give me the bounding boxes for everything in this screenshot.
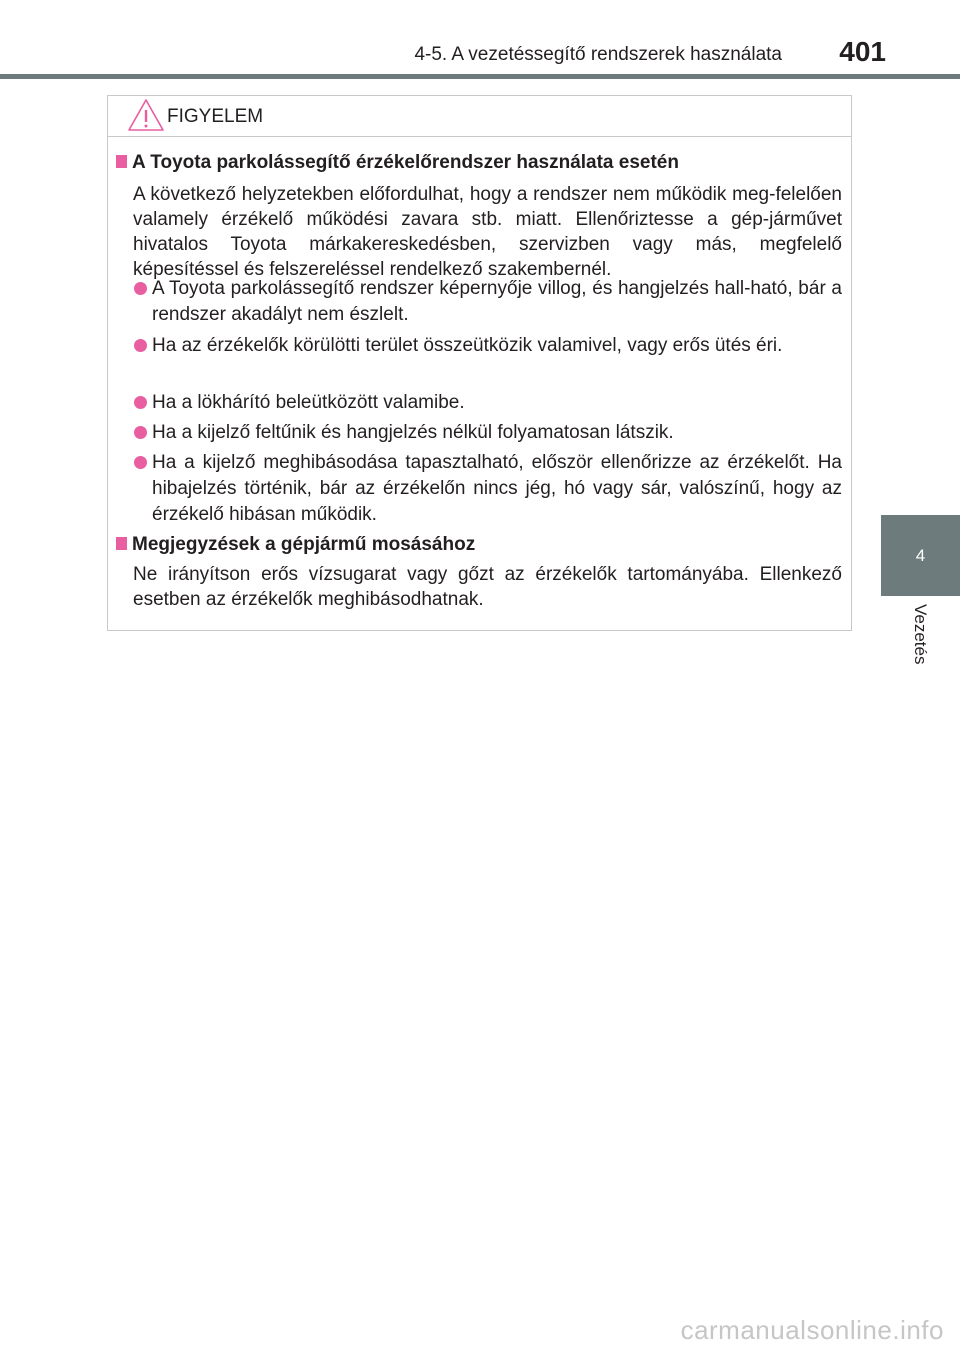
bullet-dot-icon: [134, 396, 147, 409]
chapter-label: Vezetés: [911, 604, 930, 665]
list-item: Ha a kijelző meghibásodása tapasztalható, először ellenőrizze az érzékelőt. Ha hibajelzés történik, bár az érzékelőn nincs jég, hó vagy sár, valószínű, hogy az érzékelő hibásan működik.: [133, 450, 842, 528]
watermark: carmanualsonline.info: [680, 1315, 944, 1345]
list-item: A Toyota parkolássegítő rendszer képernyője villog, és hangjelzés hall-ható, bár a rendszer akadályt nem észlelt.: [133, 276, 842, 328]
header-rule: [0, 74, 960, 79]
square-bullet-icon: [116, 537, 127, 550]
section-paragraph: A következő helyzetekben előfordulhat, hogy a rendszer nem működik meg-felelően valamely érzékelő működési zavara stb. miatt. Ellenőriztesse a gép-járművet hivatalos Toyota márkakereskedésben, szervizben vagy más, megfelelő képesítéssel és felszereléssel rendelkező szakembernél.: [133, 184, 842, 280]
section-heading: Megjegyzések a gépjármű mosásához: [116, 534, 475, 556]
warning-header: [108, 96, 851, 137]
bullet-dot-icon: [134, 456, 147, 469]
section-title: 4-5. A vezetéssegítő rendszerek használata: [414, 44, 782, 65]
list-item: Ha az érzékelők körülötti terület összeütközik valamivel, vagy erős ütés éri.: [133, 333, 842, 359]
bullet-dot-icon: [134, 282, 147, 295]
bullet-dot-icon: [134, 339, 147, 352]
warning-box: [107, 95, 852, 631]
section-paragraph: Ne irányítson erős vízsugarat vagy gőzt az érzékelők tartományába. Ellenkező esetben az érzékelők meghibásodhatnak.: [133, 564, 842, 610]
bullet-dot-icon: [134, 426, 147, 439]
square-bullet-icon: [116, 155, 127, 168]
warning-title: FIGYELEM: [167, 106, 264, 127]
page-header: [0, 0, 960, 80]
section-heading: A Toyota parkolássegítő érzékelőrendszer használata esetén: [116, 152, 679, 174]
page-number: 401: [839, 36, 886, 67]
warning-triangle-icon: [127, 98, 165, 132]
chapter-tab: [881, 515, 960, 596]
list-item: Ha a lökhárító beleütközött valamibe.: [133, 390, 842, 416]
chapter-number: 4: [915, 545, 926, 565]
list-item: Ha a kijelző feltűnik és hangjelzés nélkül folyamatosan látszik.: [133, 420, 842, 446]
